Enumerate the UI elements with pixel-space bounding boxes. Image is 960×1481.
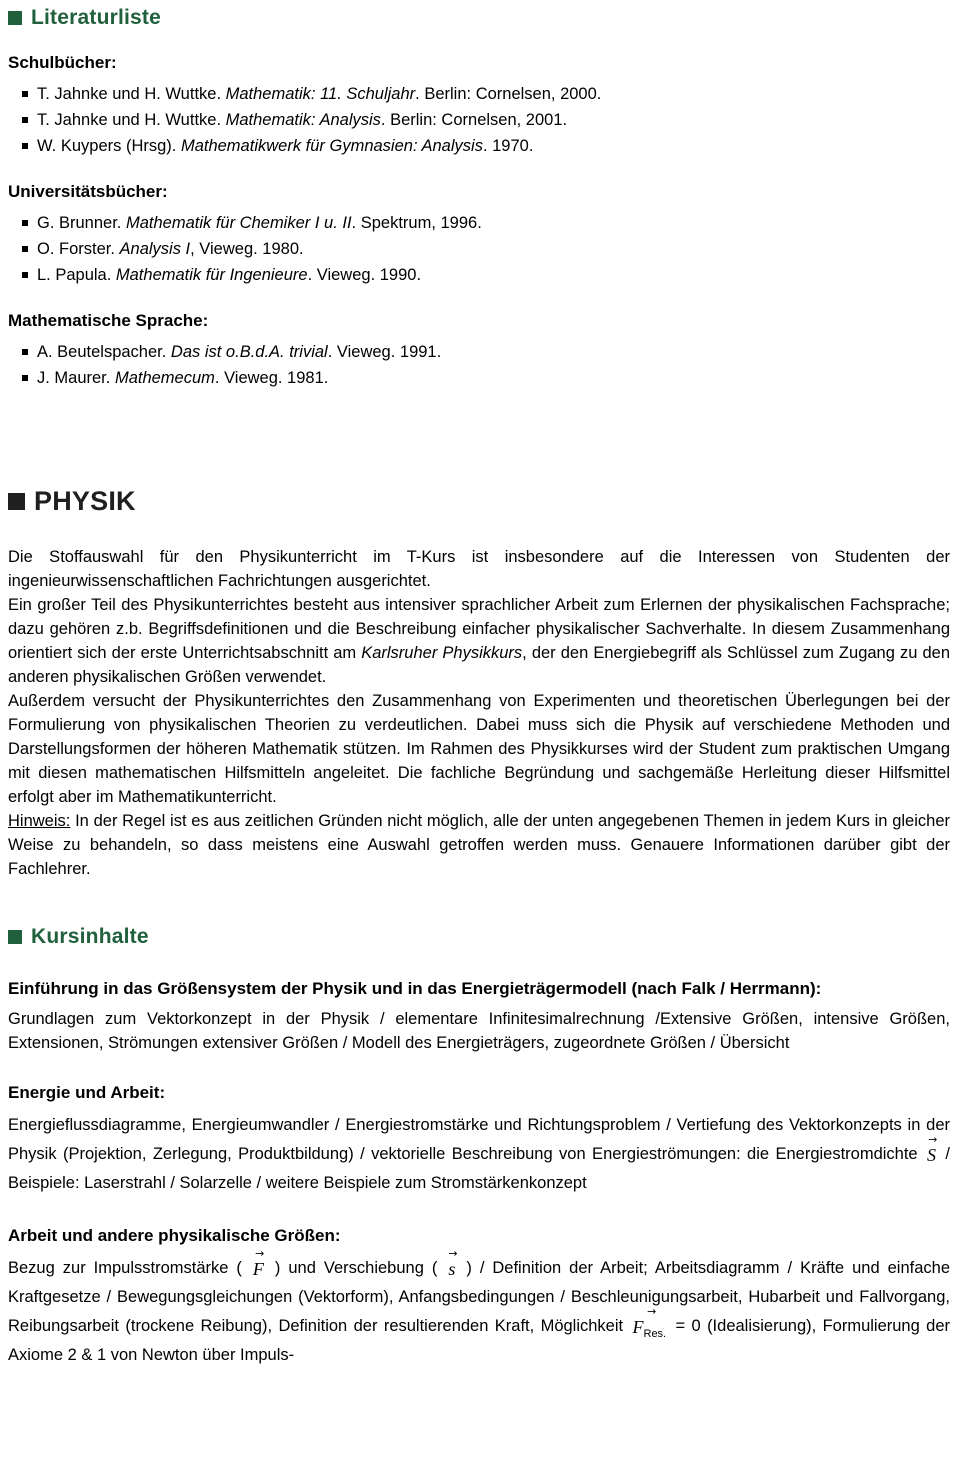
universitaetsbuecher-heading: Universitätsbücher: — [8, 182, 168, 201]
paragraph-text: = 0 (Idealisierung), Formulierung der Axiome 2 & 1 von Newton über Impuls- — [8, 1317, 951, 1364]
list-item — [8, 236, 950, 262]
item-title: Mathematik für Ingenieure — [115, 266, 308, 284]
green-square-icon — [8, 11, 22, 25]
list-bullet-icon — [22, 375, 28, 381]
karlsruher-physikkurs-italic: Karlsruher Physikkurs — [361, 644, 523, 662]
list-bullet-icon — [22, 91, 28, 97]
mathematische-sprache-list — [8, 339, 950, 391]
vector-letter: s — [448, 1259, 456, 1279]
list-item — [8, 81, 950, 107]
item-title: Mathemecum — [114, 369, 215, 387]
list-bullet-icon — [22, 143, 28, 149]
item-text: . Vieweg. 1991. — [327, 343, 442, 361]
kursinhalte-section — [8, 925, 950, 1370]
item-text: , Vieweg. 1980. — [190, 240, 304, 258]
physik-paragraph-3 — [8, 689, 950, 809]
literaturliste-heading — [8, 6, 950, 30]
list-bullet-icon — [22, 220, 28, 226]
kursinhalte-title: Kursinhalte — [31, 925, 149, 948]
block1-heading: Einführung in das Größensystem der Physik und in das Energieträgermodell (nach Falk / Herrmann): — [8, 979, 822, 998]
physik-heading — [8, 486, 950, 517]
physik-section — [8, 486, 950, 881]
list-item — [8, 339, 950, 365]
paragraph-text: ) / Definition der Arbeit; Arbeitsdiagramm / Kräfte und einfache Kraftgesetze / Bewegungsgleichungen (Vektorform), Anfangsbedingungen / Beschleunigungsarbeit, Hubarbeit und Fallvorgang, Reibungsarbeit (trockene Reibung), Definition der resultierenden Kraft, Möglichkeit — [8, 1259, 950, 1335]
item-text: O. Forster. — [37, 240, 120, 258]
item-text: G. Brunner. — [37, 214, 126, 232]
kursinhalte-heading — [8, 925, 950, 949]
paragraph-text: ) und Verschiebung ( — [266, 1259, 446, 1277]
item-text: T. Jahnke und H. Wuttke. — [37, 85, 226, 103]
list-item — [8, 210, 950, 236]
item-text: . 1970. — [482, 137, 534, 155]
paragraph-text: Außerdem versucht der Physikunterrichtes den Zusammenhang von Experimenten und theoretischen Überlegungen bei der Formulierung von physikalischen Theorien zu verdeutlichen. Dabei muss sich die Physik auf verschiedene Methoden und Darstellungsformen der höheren Mathematik stützen. Im Rahmen des Physikkurses wird der Student zum praktischen Umgang mit diesen mathematischen Hilfsmitteln angeleitet. Die fachliche Begründung und sachgemäße Herleitung dieser Hilfsmittel erfolgt aber im Mathematikunterricht. — [8, 692, 950, 806]
paragraph-text: , der den Energiebegriff als Schlüssel zum Zugang zu den anderen physikalischen Größen verwendet. — [8, 644, 950, 686]
paragraph-text: Bezug zur Impulsstromstärke ( — [8, 1259, 250, 1277]
list-bullet-icon — [22, 349, 28, 355]
item-text: . Berlin: Cornelsen, 2001. — [380, 111, 568, 129]
item-title: Mathematik für Chemiker I u. II — [125, 214, 352, 232]
hinweis-label: Hinweis: — [8, 812, 71, 830]
block3-heading: Arbeit und andere physikalische Größen: — [8, 1226, 341, 1245]
paragraph-text: Grundlagen zum Vektorkonzept in der Physik / elementare Infinitesimalrechnung /Extensive Größen, intensive Größen, Extensionen, Strömungen extensiver Größen / Modell des Energieträgers, zugeordnete Größen / Übersicht — [8, 1010, 950, 1052]
green-square-icon — [8, 930, 22, 944]
list-bullet-icon — [22, 117, 28, 123]
list-item — [8, 133, 950, 159]
vector-arrow-icon: → — [928, 1133, 937, 1146]
item-text: A. Beutelspacher. — [37, 343, 171, 361]
item-title: Analysis I — [119, 240, 191, 258]
vector-arrow-icon: → — [255, 1247, 264, 1260]
item-text: . Vieweg. 1981. — [214, 369, 329, 387]
block2-heading: Energie und Arbeit: — [8, 1083, 166, 1102]
vector-F-formula — [250, 1247, 267, 1279]
vector-arrow-icon: → — [647, 1305, 656, 1318]
dark-square-icon — [8, 493, 25, 510]
literaturliste-title: Literaturliste — [31, 6, 161, 29]
paragraph-text: Die Stoffauswahl für den Physikunterricht im T-Kurs ist insbesondere auf die Interessen von Studenten der ingenieurwissenschaftlichen Fachrichtungen ausgerichtet. — [8, 548, 950, 590]
vector-subscript: Res. — [643, 1328, 667, 1340]
vector-s-formula — [445, 1247, 458, 1279]
vector-S-formula — [924, 1133, 939, 1165]
list-item — [8, 262, 950, 288]
schulbuecher-list — [8, 81, 950, 159]
schulbuecher-heading: Schulbücher: — [8, 53, 117, 72]
list-item — [8, 107, 950, 133]
universitaetsbuecher-list — [8, 210, 950, 288]
physik-title: PHYSIK — [34, 486, 136, 516]
list-bullet-icon — [22, 246, 28, 252]
mathematische-sprache-heading: Mathematische Sprache: — [8, 311, 209, 330]
physik-paragraph-4 — [8, 809, 950, 881]
item-text: J. Maurer. — [37, 369, 115, 387]
item-title: Mathematik: Analysis — [225, 111, 381, 129]
item-title: Das ist o.B.d.A. trivial — [170, 343, 328, 361]
vector-letter: F — [252, 1259, 264, 1279]
item-text: . Berlin: Cornelsen, 2000. — [415, 85, 602, 103]
paragraph-text: / Beispiele: Laserstrahl / Solarzelle / weitere Beispiele zum Stromstärkenkonzept — [8, 1145, 950, 1192]
item-title: Mathematikwerk für Gymnasien: Analysis — [180, 137, 483, 155]
physik-paragraph-2 — [8, 593, 950, 689]
item-text: . Vieweg. 1990. — [307, 266, 422, 284]
list-bullet-icon — [22, 272, 28, 278]
item-text: L. Papula. — [37, 266, 116, 284]
item-text: W. Kuypers (Hrsg). — [37, 137, 181, 155]
item-text: T. Jahnke und H. Wuttke. — [37, 111, 226, 129]
paragraph-text: In der Regel ist es aus zeitlichen Gründen nicht möglich, alle der unten angegebenen Themen in jedem Kurs in gleicher Weise zu behandeln, so dass meistens eine Auswahl getroffen werden muss. Genauere Informationen darüber gibt der Fachlehrer. — [8, 812, 950, 878]
physik-paragraph-1 — [8, 545, 950, 593]
block3-text — [8, 1247, 951, 1370]
paragraph-text: Ein großer Teil des Physikunterrichtes besteht aus intensiver sprachlicher Arbeit zum Erlernen der physikalischen Fachsprache; dazu gehören z.b. Begriffsdefinitionen und die Beschreibung einfacher physikalischer Sachverhalte. In diesem Zusammenhang orientiert sich der erste Unterrichtsabschnitt am — [8, 596, 950, 662]
vector-letter: F — [632, 1317, 644, 1337]
vector-F-res-formula — [630, 1305, 670, 1340]
vector-arrow-icon: → — [448, 1247, 457, 1260]
vector-letter: S — [927, 1145, 937, 1165]
block1-text — [8, 1007, 950, 1055]
paragraph-text: Energieflussdiagramme, Energieumwandler / Energiestromstärke und Richtungsproblem / Vertiefung des Vektorkonzepts in der Physik (Projektion, Zerlegung, Produktbildung) / vektorielle Beschreibung von Energieströmungen: die Energiestromdichte — [8, 1116, 950, 1163]
block2-text — [8, 1111, 950, 1198]
item-text: . Spektrum, 1996. — [351, 214, 482, 232]
item-title: Mathematik: 11. Schuljahr — [225, 85, 416, 103]
list-item — [8, 365, 950, 391]
